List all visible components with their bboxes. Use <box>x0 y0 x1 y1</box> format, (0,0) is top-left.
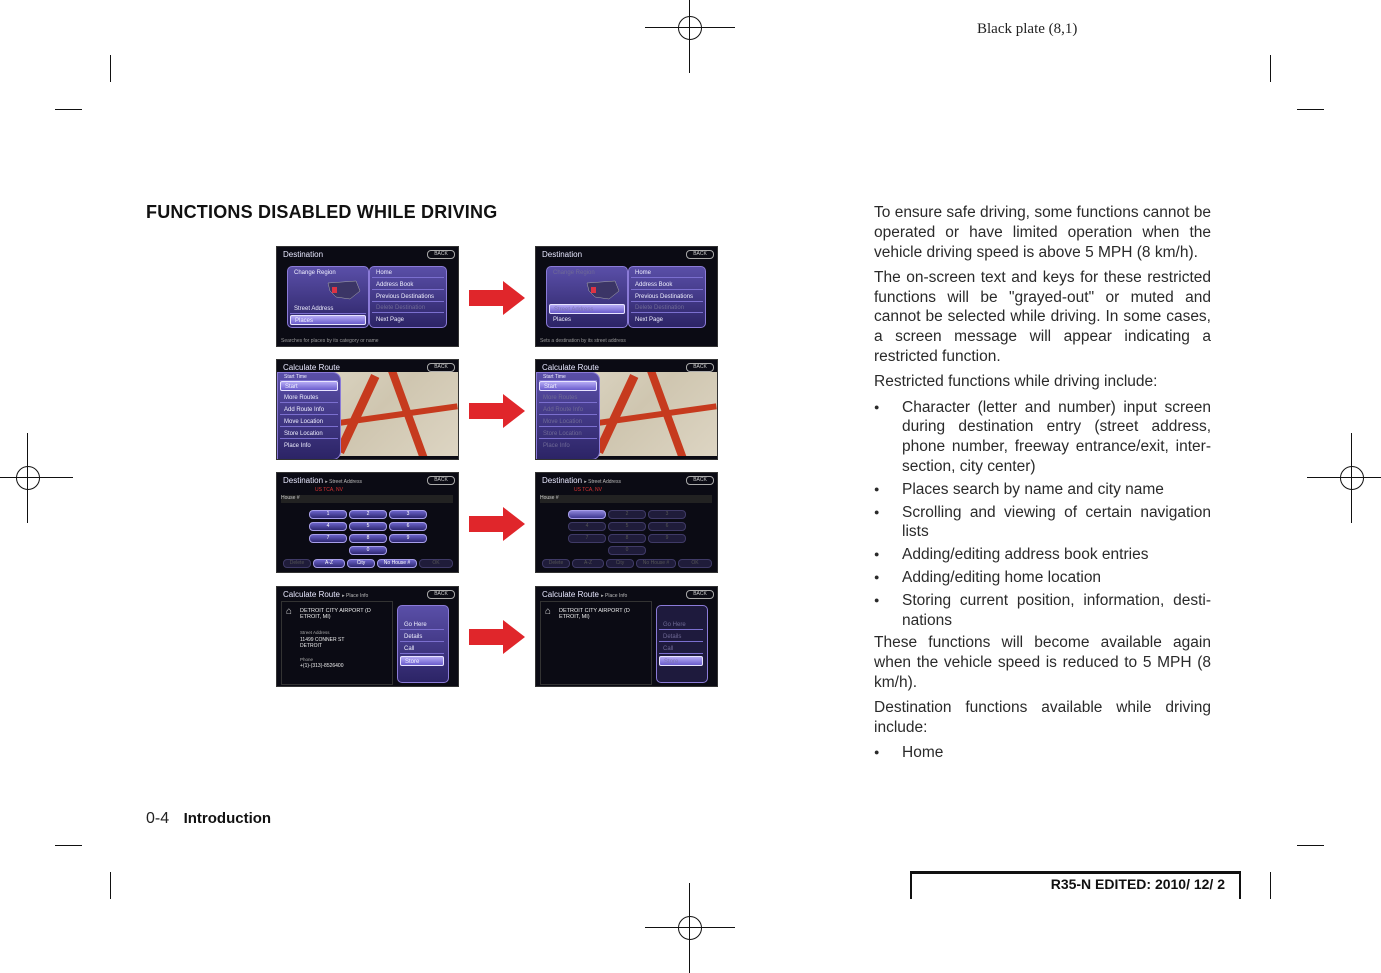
key: 2 <box>608 510 646 519</box>
menu-item-selected: Street Address <box>549 304 625 314</box>
key: 2 <box>349 510 387 519</box>
back-button: BACK <box>686 250 714 259</box>
left-menu <box>287 266 369 328</box>
edited-stamp: R35-N EDITED: 2010/ 12/ 2 <box>1050 876 1225 892</box>
section-name: Introduction <box>183 810 272 827</box>
paragraph: Destination functions available while driving include: <box>874 699 1211 737</box>
map-view <box>333 372 458 456</box>
paragraph: To ensure safe driving, some functions cannot be operated or have limited operation when the vehicle driving speed is above 5 MPH (8 km/h). <box>874 204 1211 261</box>
key <box>568 510 606 519</box>
registration-mark-right <box>1307 433 1381 523</box>
screen-title: Destination <box>542 476 583 485</box>
screen-route-normal <box>276 359 459 460</box>
menu-item: Move Location <box>280 417 338 427</box>
screen-subtitle: ▸ Street Address <box>584 479 621 485</box>
menu-item: Go Here <box>400 620 444 630</box>
screen-subtitle: ▸ Place Info <box>601 593 628 599</box>
menu-item: Change Region <box>294 270 336 276</box>
menu-item: Go Here <box>659 620 703 630</box>
menu-item: Store Location <box>280 429 338 439</box>
region-label: US TCA, NV <box>574 487 602 493</box>
arrow-right-icon <box>469 281 525 315</box>
crop-mark <box>1270 55 1271 82</box>
crop-mark <box>110 55 111 82</box>
edited-box <box>910 871 1241 899</box>
screen-subtitle: ▸ Street Address <box>325 479 362 485</box>
menu-item: Delete Destination <box>372 303 444 313</box>
screen-title: Calculate Route <box>283 590 340 599</box>
screen-hint: Sets a destination by its street address <box>540 338 626 344</box>
menu-item: Place Info <box>284 443 311 449</box>
menu-item: Start Time <box>539 373 597 381</box>
map-view <box>592 372 717 456</box>
back-button: BACK <box>427 250 455 259</box>
menu-item: Address Book <box>631 280 703 290</box>
arrow-right-icon <box>469 394 525 428</box>
key: City <box>347 559 375 568</box>
key: 0 <box>608 546 646 555</box>
back-button: BACK <box>427 476 455 485</box>
us-map-icon <box>326 277 362 301</box>
crop-mark <box>55 845 82 846</box>
menu-item-selected: Start <box>539 381 597 391</box>
back-button: BACK <box>686 363 714 372</box>
menu-item: Store Location <box>539 429 597 439</box>
screen-destination-driving <box>535 246 718 347</box>
page-footer <box>146 810 271 828</box>
key: 5 <box>608 522 646 531</box>
left-menu <box>546 266 628 328</box>
key: 6 <box>648 522 686 531</box>
menu-item: Add Route Info <box>280 405 338 415</box>
menu-item: Address Book <box>372 280 444 290</box>
menu-item: Home <box>372 268 444 278</box>
screen-title: Calculate Route <box>283 363 340 372</box>
back-button: BACK <box>427 363 455 372</box>
menu-item-selected: Places <box>290 315 366 325</box>
menu-item: Call <box>659 644 703 654</box>
menu-item-selected: Start <box>280 381 338 391</box>
address-value: 11499 CONNER ST DETROIT <box>300 637 345 649</box>
key: Delete <box>283 559 311 568</box>
screen-title: Destination <box>542 250 583 259</box>
key: 7 <box>568 534 606 543</box>
menu-item: Call <box>400 644 444 654</box>
house-number-field: House # <box>281 495 453 503</box>
key: 7 <box>309 534 347 543</box>
registration-mark-bottom <box>645 883 735 973</box>
key: 8 <box>608 534 646 543</box>
screen-placeinfo-driving <box>535 586 718 687</box>
list-item: ● Places search by name and city name <box>874 480 1211 500</box>
arrow-right-icon <box>469 620 525 654</box>
menu-item: Start Time <box>280 373 338 381</box>
key: A-Z <box>313 559 345 568</box>
key: Delete <box>542 559 570 568</box>
menu-item: Change Region <box>553 270 595 276</box>
back-button: BACK <box>427 590 455 599</box>
right-menu <box>628 266 706 328</box>
list-item: ● Adding/editing home location <box>874 568 1211 588</box>
crop-mark <box>1270 872 1271 899</box>
menu-item: Next Page <box>635 317 664 323</box>
us-map-icon <box>585 277 621 301</box>
arrow-right-icon <box>469 507 525 541</box>
body-text <box>874 203 1211 766</box>
menu-item: Home <box>631 268 703 278</box>
menu-item: Previous Destinations <box>372 292 444 302</box>
list-item: ● Adding/editing address book entries <box>874 545 1211 565</box>
crop-mark <box>55 109 82 110</box>
key: 5 <box>349 522 387 531</box>
screen-title: Calculate Route <box>542 363 599 372</box>
key: 9 <box>648 534 686 543</box>
registration-mark-top <box>645 0 735 73</box>
plate-label: Black plate (8,1) <box>977 21 1078 37</box>
menu-item-selected: Store <box>400 656 444 666</box>
route-menu <box>536 372 600 460</box>
menu-item: Previous Destinations <box>631 292 703 302</box>
crop-mark <box>1297 109 1324 110</box>
key: 3 <box>389 510 427 519</box>
menu-item: Place Info <box>543 443 570 449</box>
place-details <box>281 601 393 685</box>
place-name: DETROIT CITY AIRPORT (D ETROIT, MI) <box>559 608 630 620</box>
page-number: 0-4 <box>146 810 170 827</box>
menu-item: More Routes <box>280 393 338 403</box>
menu-item: Details <box>659 632 703 642</box>
place-name: DETROIT CITY AIRPORT (D ETROIT, MI) <box>300 608 371 620</box>
right-menu <box>369 266 447 328</box>
available-functions-list <box>874 743 1211 763</box>
phone-label: Phone <box>300 657 314 662</box>
paragraph: These functions will become available again when the vehicle speed is reduced to 5 MPH (8 km/h). <box>874 634 1211 692</box>
key: 3 <box>648 510 686 519</box>
action-menu <box>656 605 708 683</box>
screen-subtitle: ▸ Place Info <box>342 593 369 599</box>
key: 4 <box>568 522 606 531</box>
list-item: ● Character (letter and number) input screen during destination entry (street address, phone number, freeway entrance/exit, inter-section, city center) <box>874 398 1211 477</box>
menu-item: Street Address <box>290 304 366 314</box>
back-button: BACK <box>686 590 714 599</box>
menu-item-selected: Store <box>659 656 703 666</box>
building-icon: ⌂ <box>545 606 552 617</box>
key: City <box>606 559 634 568</box>
menu-item: Next Page <box>376 317 405 323</box>
menu-item: Places <box>553 317 572 323</box>
key: No House # <box>636 559 676 568</box>
address-label: Street Address <box>300 630 330 635</box>
restricted-functions-list <box>874 398 1211 631</box>
paragraph: Restricted functions while driving include: <box>874 373 1158 391</box>
menu-item: Add Route Info <box>539 405 597 415</box>
back-button: BACK <box>686 476 714 485</box>
route-menu <box>277 372 341 460</box>
crop-mark <box>1297 845 1324 846</box>
place-details <box>540 601 652 685</box>
screen-keypad-driving <box>535 472 718 573</box>
key: 1 <box>309 510 347 519</box>
key: 6 <box>389 522 427 531</box>
section-heading: FUNCTIONS DISABLED WHILE DRIVING <box>146 202 498 222</box>
screen-destination-normal <box>276 246 459 347</box>
screen-hint: Searches for places by its category or name <box>281 338 379 344</box>
key: OK <box>678 559 712 568</box>
list-item: ● Home <box>874 743 1211 763</box>
screen-keypad-normal <box>276 472 459 573</box>
key: 0 <box>349 546 387 555</box>
list-item: ● Storing current position, information, desti-nations <box>874 591 1211 631</box>
screen-route-driving <box>535 359 718 460</box>
key: A-Z <box>572 559 604 568</box>
map-road <box>595 374 639 454</box>
list-item: ● Scrolling and viewing of certain navigation lists <box>874 503 1211 543</box>
menu-item: Delete Destination <box>631 303 703 313</box>
screen-title: Destination <box>283 250 324 259</box>
key: No House # <box>377 559 417 568</box>
house-number-field: House # <box>540 495 712 503</box>
menu-item: Details <box>400 632 444 642</box>
crop-mark <box>110 872 111 899</box>
key: 4 <box>309 522 347 531</box>
registration-mark-left <box>0 433 73 523</box>
menu-item: Move Location <box>539 417 597 427</box>
region-label: US TCA, NV <box>315 487 343 493</box>
building-icon: ⌂ <box>286 606 293 617</box>
menu-item: More Routes <box>539 393 597 403</box>
screen-title: Calculate Route <box>542 590 599 599</box>
key: 8 <box>349 534 387 543</box>
phone-value: +(1)-(313)-8526400 <box>300 663 344 669</box>
key: 9 <box>389 534 427 543</box>
paragraph: The on-screen text and keys for these restricted functions will be "grayed-out" or muted and cannot be selected while driving. In some cases, a screen message will appear indicating a restricted function. <box>874 268 1211 366</box>
action-menu <box>397 605 449 683</box>
screen-title: Destination <box>283 476 324 485</box>
key: OK <box>419 559 453 568</box>
map-road <box>336 374 380 454</box>
screen-placeinfo-normal <box>276 586 459 687</box>
